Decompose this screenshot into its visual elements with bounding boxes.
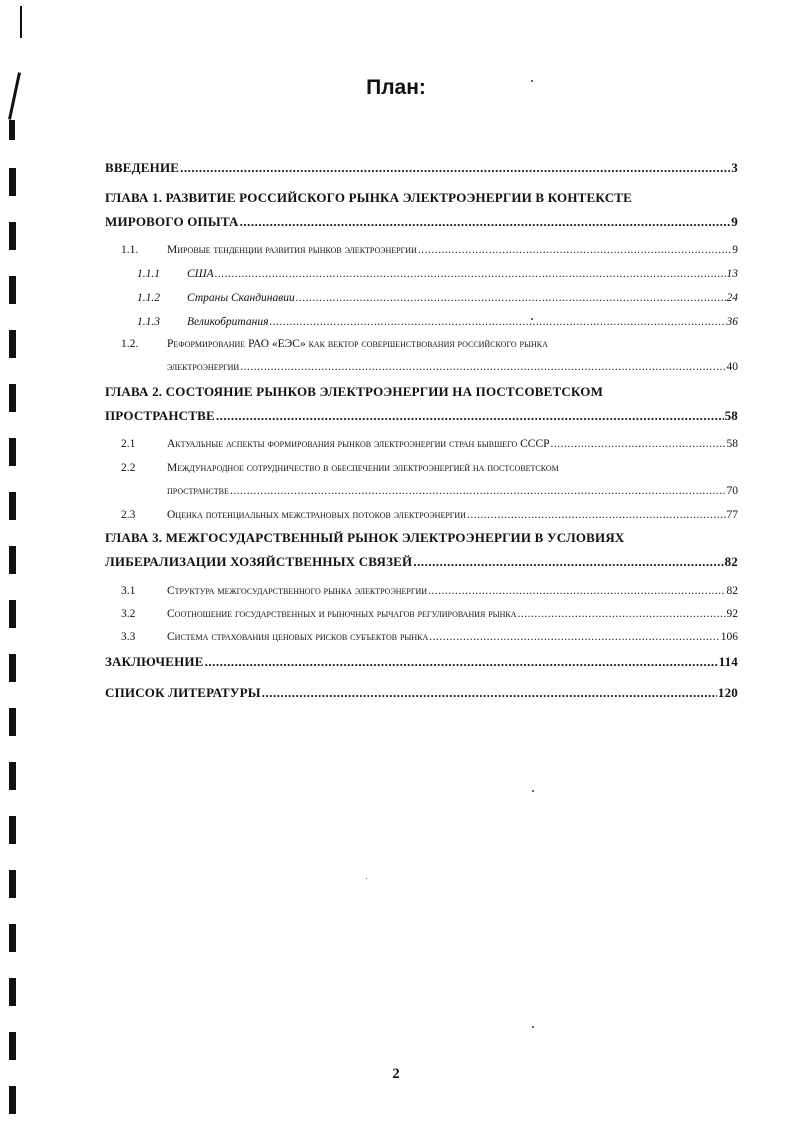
binding-mark	[9, 1032, 16, 1060]
binding-mark	[9, 924, 16, 952]
toc-page: 106	[720, 631, 738, 643]
toc-entry-text: Система страхования ценовых рисков субъектов рынка	[167, 631, 429, 643]
toc-entry-text: пространстве	[167, 485, 229, 497]
toc-number: 3.3	[121, 631, 136, 643]
toc-entry-text: Международное сотрудничество в обеспечении электроэнергией на постсоветском	[167, 462, 559, 474]
toc-number: 3.2	[121, 608, 136, 620]
toc-entry-2-2[interactable]	[105, 462, 738, 474]
binding-mark	[9, 168, 16, 196]
binding-mark	[9, 546, 16, 574]
toc-entry-chapter-3-cont[interactable]	[105, 554, 738, 570]
binding-mark	[9, 816, 16, 844]
scan-speck	[366, 878, 367, 879]
toc-page: 82	[724, 554, 738, 569]
toc-page: 70	[726, 485, 738, 497]
toc-entry-chapter-2-cont[interactable]	[105, 408, 738, 424]
binding-mark	[9, 438, 16, 466]
toc-entry-text: Великобритания	[187, 316, 269, 328]
toc-leader	[518, 608, 726, 620]
scan-speck	[531, 80, 533, 82]
toc-page: 92	[726, 608, 738, 620]
toc-leader	[428, 585, 725, 597]
toc-entry-text: ПРОСТРАНСТВЕ	[105, 408, 215, 423]
toc-entry-chapter-2[interactable]	[105, 384, 738, 400]
toc-entry-conclusion[interactable]	[105, 654, 738, 670]
toc-entry-text: Актуальные аспекты формирования рынков электроэнергии стран бывшего СССР	[167, 438, 550, 450]
toc-page: 9	[731, 214, 738, 229]
binding-mark	[9, 870, 16, 898]
toc-entry-chapter-3[interactable]	[105, 530, 738, 546]
toc-leader	[413, 554, 723, 570]
page-number: 2	[392, 1066, 400, 1082]
toc-leader	[269, 316, 725, 328]
binding-marks	[0, 0, 30, 1126]
toc-entry-text: МИРОВОГО ОПЫТА	[105, 214, 239, 229]
binding-mark	[9, 1086, 16, 1114]
binding-mark	[20, 6, 22, 38]
toc-leader	[262, 685, 717, 701]
toc-number: 2.2	[121, 462, 136, 474]
binding-mark	[9, 492, 16, 520]
table-of-contents	[105, 0, 738, 1126]
toc-entry-text: Соотношение государственных и рыночных рычагов регулирования рынка	[167, 608, 517, 620]
binding-mark	[9, 222, 16, 250]
toc-number: 1.2.	[121, 338, 139, 350]
toc-number: 2.1	[121, 438, 136, 450]
toc-leader	[296, 292, 726, 304]
toc-entry-1-1[interactable]	[105, 244, 738, 256]
toc-number: 1.1.1	[137, 268, 160, 280]
toc-number: 1.1.2	[137, 292, 160, 304]
toc-page: 120	[717, 685, 738, 700]
binding-mark	[9, 276, 16, 304]
toc-leader	[180, 160, 730, 176]
binding-mark	[9, 654, 16, 682]
toc-entry-2-2-cont[interactable]	[105, 485, 738, 497]
toc-entry-text: Структура межгосударственного рынка электроэнергии	[167, 585, 428, 597]
toc-number: 1.1.	[121, 244, 139, 256]
binding-mark	[9, 762, 16, 790]
toc-entry-1-2-cont[interactable]	[105, 361, 738, 373]
toc-entry-1-1-2[interactable]	[105, 292, 738, 304]
toc-page: 13	[726, 268, 738, 280]
toc-entry-introduction[interactable]	[105, 160, 738, 176]
toc-entry-text: электроэнергии	[167, 361, 240, 373]
toc-leader	[205, 654, 718, 670]
toc-entry-1-1-3[interactable]	[105, 316, 738, 328]
toc-page: 82	[726, 585, 738, 597]
toc-leader	[418, 244, 731, 256]
toc-entry-text: ГЛАВА 2. СОСТОЯНИЕ РЫНКОВ ЭЛЕКТРОЭНЕРГИИ НА ПОСТСОВЕТСКОМ	[105, 384, 604, 399]
toc-page: 40	[726, 361, 738, 373]
toc-page: 77	[726, 509, 738, 521]
toc-leader	[230, 485, 726, 497]
toc-entry-text: ГЛАВА 1. РАЗВИТИЕ РОССИЙСКОГО РЫНКА ЭЛЕКТРОЭНЕРГИИ В КОНТЕКСТЕ	[105, 190, 633, 205]
toc-entry-2-3[interactable]	[105, 509, 738, 521]
toc-entry-references[interactable]	[105, 685, 738, 701]
toc-entry-3-2[interactable]	[105, 608, 738, 620]
toc-page: 114	[718, 654, 738, 669]
toc-number: 2.3	[121, 509, 136, 521]
toc-entry-1-1-1[interactable]	[105, 268, 738, 280]
toc-entry-text: ВВЕДЕНИЕ	[105, 160, 180, 175]
toc-page: 9	[732, 244, 738, 256]
toc-entry-1-2[interactable]	[105, 338, 738, 350]
scan-speck	[532, 790, 534, 792]
toc-entry-text: СПИСОК ЛИТЕРАТУРЫ	[105, 685, 261, 700]
toc-page: 36	[726, 316, 738, 328]
binding-mark	[9, 978, 16, 1006]
scan-speck	[532, 1026, 534, 1028]
toc-entry-text: Оценка потенциальных межстрановых потоков электроэнергии	[167, 509, 466, 521]
toc-entry-text: ЛИБЕРАЛИЗАЦИИ ХОЗЯЙСТВЕННЫХ СВЯЗЕЙ	[105, 554, 413, 569]
toc-entry-3-1[interactable]	[105, 585, 738, 597]
toc-leader	[240, 214, 731, 230]
toc-leader	[429, 631, 719, 643]
toc-entry-text: ЗАКЛЮЧЕНИЕ	[105, 654, 204, 669]
toc-leader	[467, 509, 726, 521]
toc-page: 24	[726, 292, 738, 304]
toc-entry-text: Страны Скандинавии	[187, 292, 295, 304]
binding-mark	[9, 120, 15, 140]
toc-entry-3-3[interactable]	[105, 631, 738, 643]
scan-speck	[531, 318, 533, 320]
toc-entry-chapter-1-cont[interactable]	[105, 214, 738, 230]
binding-mark	[9, 384, 16, 412]
toc-entry-text: Реформирование РАО «ЕЭС» как вектор совершенствования российского рынка	[167, 338, 548, 350]
toc-page: 58	[726, 438, 738, 450]
binding-mark	[9, 708, 16, 736]
page-title: План:	[366, 76, 426, 99]
toc-number: 1.1.3	[137, 316, 160, 328]
toc-leader	[240, 361, 725, 373]
binding-mark	[9, 330, 16, 358]
toc-leader	[215, 268, 726, 280]
toc-entry-chapter-1[interactable]	[105, 190, 738, 206]
toc-entry-text: США	[187, 268, 214, 280]
toc-entry-text: Мировые тенденции развития рынков электроэнергии	[167, 244, 417, 256]
toc-page: 58	[724, 408, 738, 423]
toc-number: 3.1	[121, 585, 136, 597]
binding-mark	[9, 600, 16, 628]
toc-leader	[551, 438, 726, 450]
toc-entry-2-1[interactable]	[105, 438, 738, 450]
toc-entry-text: ГЛАВА 3. МЕЖГОСУДАРСТВЕННЫЙ РЫНОК ЭЛЕКТРОЭНЕРГИИ В УСЛОВИЯХ	[105, 530, 625, 545]
toc-leader	[216, 408, 724, 424]
toc-page: 3	[731, 160, 738, 175]
